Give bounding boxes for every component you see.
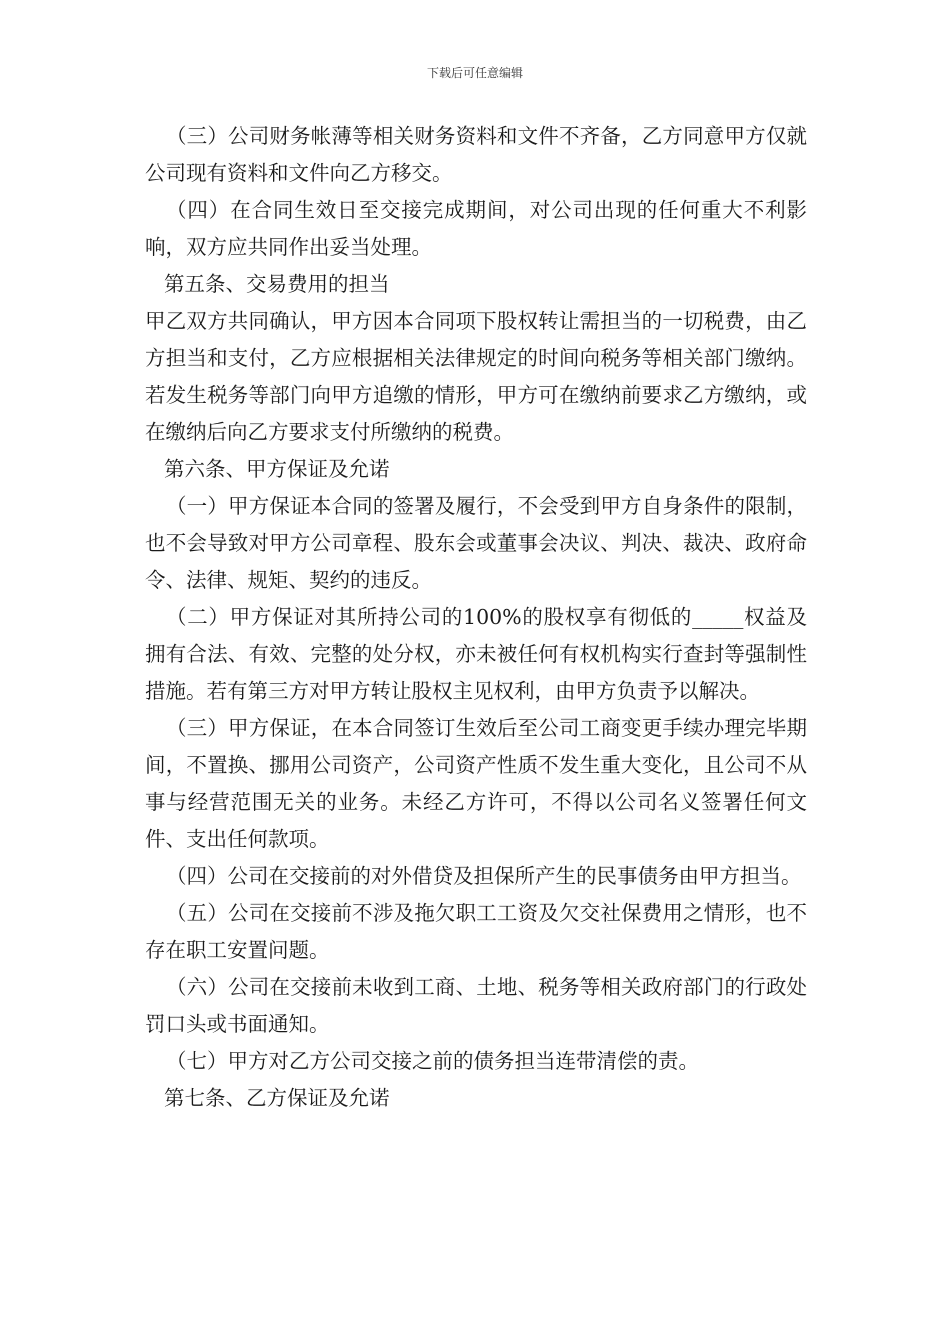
- document-body: [145, 118, 807, 1117]
- paragraph-clause-5-4: （四）在合同生效日至交接完成期间，对公司出现的任何重大不利影响，双方应共同作出妥当处理。: [145, 198, 807, 259]
- paragraph-article-5-body: 甲乙双方共同确认，甲方因本合同项下股权转让需担当的一切税费，由乙方担当和支付，乙方应根据相关法律规定的时间向税务等相关部门缴纳。若发生税务等部门向甲方追缴的情形，甲方可在缴纳前要求乙方缴纳，或在缴纳后向乙方要求支付所缴纳的税费。: [145, 309, 807, 444]
- paragraph-clause-6-2: （二）甲方保证对其所持公司的100%的股权享有彻低的_____权益及拥有合法、有效、完整的处分权，亦未被任何有权机构实行查封等强制性措施。若有第三方对甲方转让股权主见权利，由甲方负责予以解决。: [145, 605, 807, 703]
- paragraph-clause-6-5: （五）公司在交接前不涉及拖欠职工工资及欠交社保费用之情形，也不存在职工安置问题。: [145, 901, 807, 962]
- paragraph-clause-6-6: （六）公司在交接前未收到工商、土地、税务等相关政府部门的行政处罚口头或书面通知。: [145, 975, 807, 1036]
- paragraph-clause-6-4: （四）公司在交接前的对外借贷及担保所产生的民事债务由甲方担当。: [166, 864, 802, 888]
- article-7-heading: 第七条、乙方保证及允诺: [164, 1086, 390, 1110]
- article-6-heading: 第六条、甲方保证及允诺: [164, 457, 390, 481]
- article-5-heading: 第五条、交易费用的担当: [164, 272, 390, 296]
- page-header: 下载后可任意编辑: [426, 66, 523, 80]
- paragraph-clause-5-3: （三）公司财务帐薄等相关财务资料和文件不齐备，乙方同意甲方仅就公司现有资料和文件向乙方移交。: [145, 124, 807, 185]
- paragraph-clause-6-7: （七）甲方对乙方公司交接之前的债务担当连带清偿的责。: [166, 1049, 699, 1073]
- paragraph-clause-6-3: （三）甲方保证，在本合同签订生效后至公司工商变更手续办理完毕期间，不置换、挪用公司资产，公司资产性质不发生重大变化，且公司不从事与经营范围无关的业务。未经乙方许可，不得以公司名义签署任何文件、支出任何款项。: [145, 716, 807, 851]
- paragraph-clause-6-1: （一）甲方保证本合同的签署及履行，不会受到甲方自身条件的限制，也不会导致对甲方公司章程、股东会或董事会决议、判决、裁决、政府命令、法律、规矩、契约的违反。: [145, 494, 807, 592]
